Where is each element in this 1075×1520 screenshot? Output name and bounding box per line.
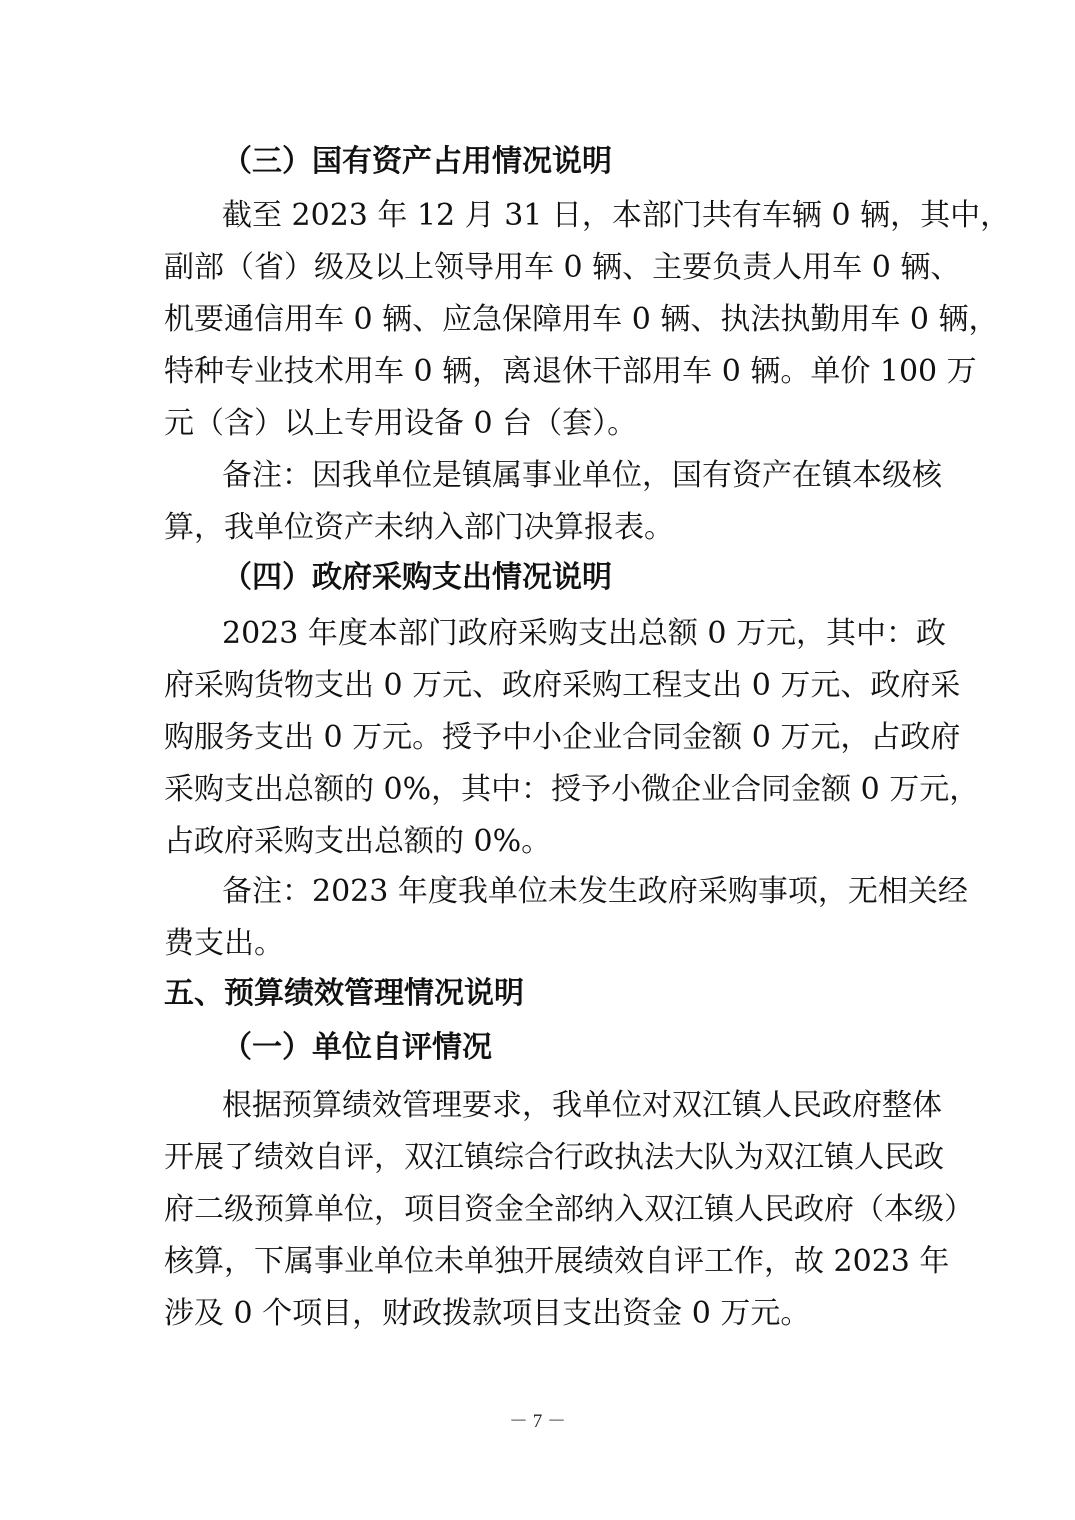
paragraph-line: 根据预算绩效管理要求，我单位对双江镇人民政府整体 [222, 1088, 942, 1123]
paragraph-line: 府二级预算单位，项目资金全部纳入双江镇人民政府（本级） [164, 1192, 974, 1227]
page-number: － 7 － [508, 1411, 566, 1432]
note-line: 费支出。 [164, 926, 284, 961]
paragraph-line: 涉及 0 个项目，财政拨款项目支出资金 0 万元。 [164, 1296, 811, 1331]
paragraph-line: 截至 2023 年 12 月 31 日，本部门共有车辆 0 辆，其中， [222, 198, 1011, 233]
paragraph-line: 采购支出总额的 0%，其中：授予小微企业合同金额 0 万元， [164, 772, 980, 807]
paragraph-line: 购服务支出 0 万元。授予中小企业合同金额 0 万元，占政府 [164, 720, 961, 755]
paragraph-line: 核算，下属事业单位未单独开展绩效自评工作，故 2023 年 [164, 1244, 950, 1279]
chapter-heading-performance: 五、预算绩效管理情况说明 [164, 976, 524, 1011]
paragraph-line: 府采购货物支出 0 万元、政府采购工程支出 0 万元、政府采 [164, 668, 961, 703]
paragraph-line: 副部（省）级及以上领导用车 0 辆、主要负责人用车 0 辆、 [164, 250, 961, 285]
section-heading-procurement: （四）政府采购支出情况说明 [222, 560, 612, 595]
paragraph-line: 开展了绩效自评，双江镇综合行政执法大队为双江镇人民政 [164, 1140, 944, 1175]
paragraph-line: 元（含）以上专用设备 0 台（套）。 [164, 406, 638, 441]
paragraph-line: 机要通信用车 0 辆、应急保障用车 0 辆、执法执勤用车 0 辆， [164, 302, 999, 337]
paragraph-line: 特种专业技术用车 0 辆，离退休干部用车 0 辆。单价 100 万 [164, 354, 977, 389]
note-line: 备注：2023 年度我单位未发生政府采购事项，无相关经 [222, 874, 968, 909]
note-line: 备注：因我单位是镇属事业单位，国有资产在镇本级核 [222, 458, 942, 493]
section-heading-self-evaluation: （一）单位自评情况 [222, 1030, 492, 1065]
paragraph-line: 2023 年度本部门政府采购支出总额 0 万元，其中：政 [222, 616, 947, 651]
note-line: 算，我单位资产未纳入部门决算报表。 [164, 510, 674, 545]
paragraph-line: 占政府采购支出总额的 0%。 [164, 824, 552, 859]
section-heading-state-assets: （三）国有资产占用情况说明 [222, 144, 612, 179]
